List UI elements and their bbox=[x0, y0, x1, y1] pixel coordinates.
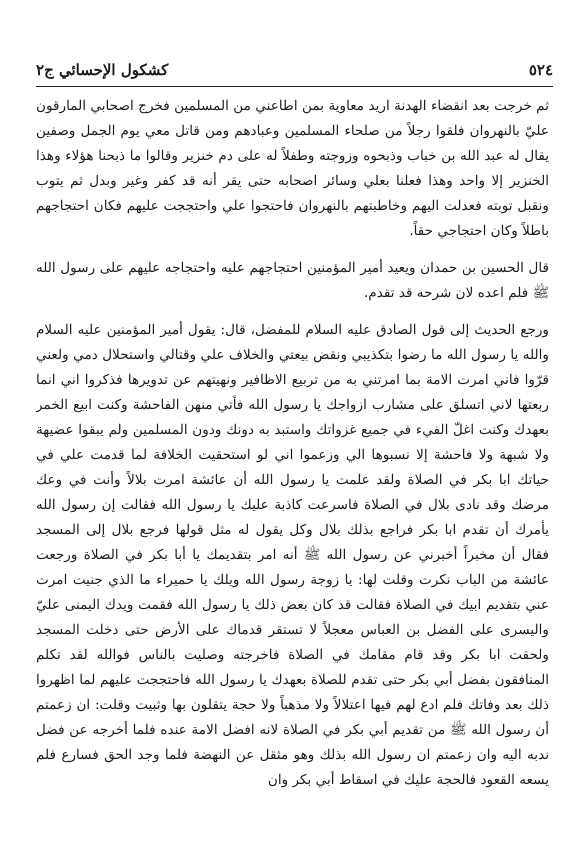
paragraph-3: ورجع الحديث إلى قول الصادق عليه السلام للمفضل، قال: يقول أمير المؤمنين عليه السلام والله يا رسول الله ما رضوا بتكذيبي ونقض بيعتي والخلاف علي وقتالي واستحلال دمي ولعني قرّوا فاني امرت الامة بما امرتني به من تربيع الاظافير ونهيتهم عن تدويرها فذكروا اني انما ربعتها لاني اتسلق على مشارب ازواجك يا رسول الله فأتي منهن الفاحشة وكنت ابيع الخمر بعهدك وكنت اغلّ الفيء في جميع غزواتك واستبد به دونك ودون المسلمين ولم يبقوا عضيهة ولا شبهة ولا فاحشة إلا نسبوها الي وزعموا اني لو استحقيت الخلافة لما قدمت علي في حياتك ابا بكر في الصلاة ولقد علمت يا رسول الله أن عائشة امرت بلالاً وأنت في وعك مرضك وقد نادى بلال في الصلاة فاسرعت كاذبة عليك يا رسول الله فقالت إن رسول الله يأمرك أن تقدم ابا بكر فراجع بذلك بلال وكل يقول له مثل قولها فرجع بلال إلى المسجد فقال أن مخبراً أخبرني عن رسول الله ﷺ أنه امر بتقديمك يا أبا بكر في الصلاة ورجعت عائشة من الباب نكرت وقلت لها: يا زوجة رسول الله ويلك يا حميراء ما الذي جنيت امرت عني بتقديم ابيك في الصلاة فقالت قد كان بعض ذلك يا رسول الله فقمت ويدك اليمنى عليّ واليسرى على الفضل بن العباس معجلاً لا تستقر قدماك على الأرض حتى دخلت المسجد ولحقت ابا بكر وقد قام مقامك في الصلاة فاخرجته وصليت بالناس فوالله لقد تكلم المنافقون بفضل أبي بكر حتى تقدم للصلاة بعهدك يا رسول الله فاحتججت عليهم لما اظهروا ذلك بعد وفاتك فلم ادع لهم فيها اعتلالاً ولا مذهباً ولا حجة يتقلون بها وثبيت وقلت: ان زعمتم أن رسول الله ﷺ من تقديم أبي بكر في الصلاة لانه افضل الامة عنده فلما أخرجه عن فضل ندبه اليه وان زعمتم ان رسول الله بذلك وهو مثقل عن النهضة فلما وجد الحق فسارع فلم يسعه القعود فالحجة عليك في اسقاط أبي بكر وان bbox=[36, 322, 549, 788]
book-title: كشكول الإحسائي ج٢ bbox=[36, 61, 169, 79]
page-header bbox=[36, 58, 553, 82]
page-number: ٥٢٤ bbox=[528, 61, 553, 79]
header-divider bbox=[36, 86, 553, 87]
paragraph-2: قال الحسين بن حمدان ويعيد أمير المؤمنين احتجاجهم عليه واحتجاجه عليهم على رسول الله ﷺ فلم اعده لان شرحه قد تقدم. bbox=[36, 260, 549, 301]
page-body bbox=[36, 94, 549, 843]
paragraph-1: ثم خرجت بعد انقضاء الهدنة اريد معاوية بمن اطاعني من المسلمين فخرج اصحابي المارقون عليّ بالنهروان فلقوا رجلاً من صلحاء المسلمين وعبادهم ومن قاتل معي يوم الجمل وصفين يقال له عبد الله بن خباب وذبحوه وزوجته وطفلاً له على دم خنزير وقالوا ما ذبحنا هؤلاء وهذا الخنزير إلا واحد وهذا فعلنا بعلي وسائر اصحابه حتى يقر أنه قد كفر وغير وبدل ثم يتوب ونقبل توبته فعدلت اليهم وخاطبتهم بالنهروان فاحتجوا علي واحتججت عليهم فكان احتجاجهم باطلاً وكان احتجاجي حقاً. bbox=[36, 98, 549, 239]
